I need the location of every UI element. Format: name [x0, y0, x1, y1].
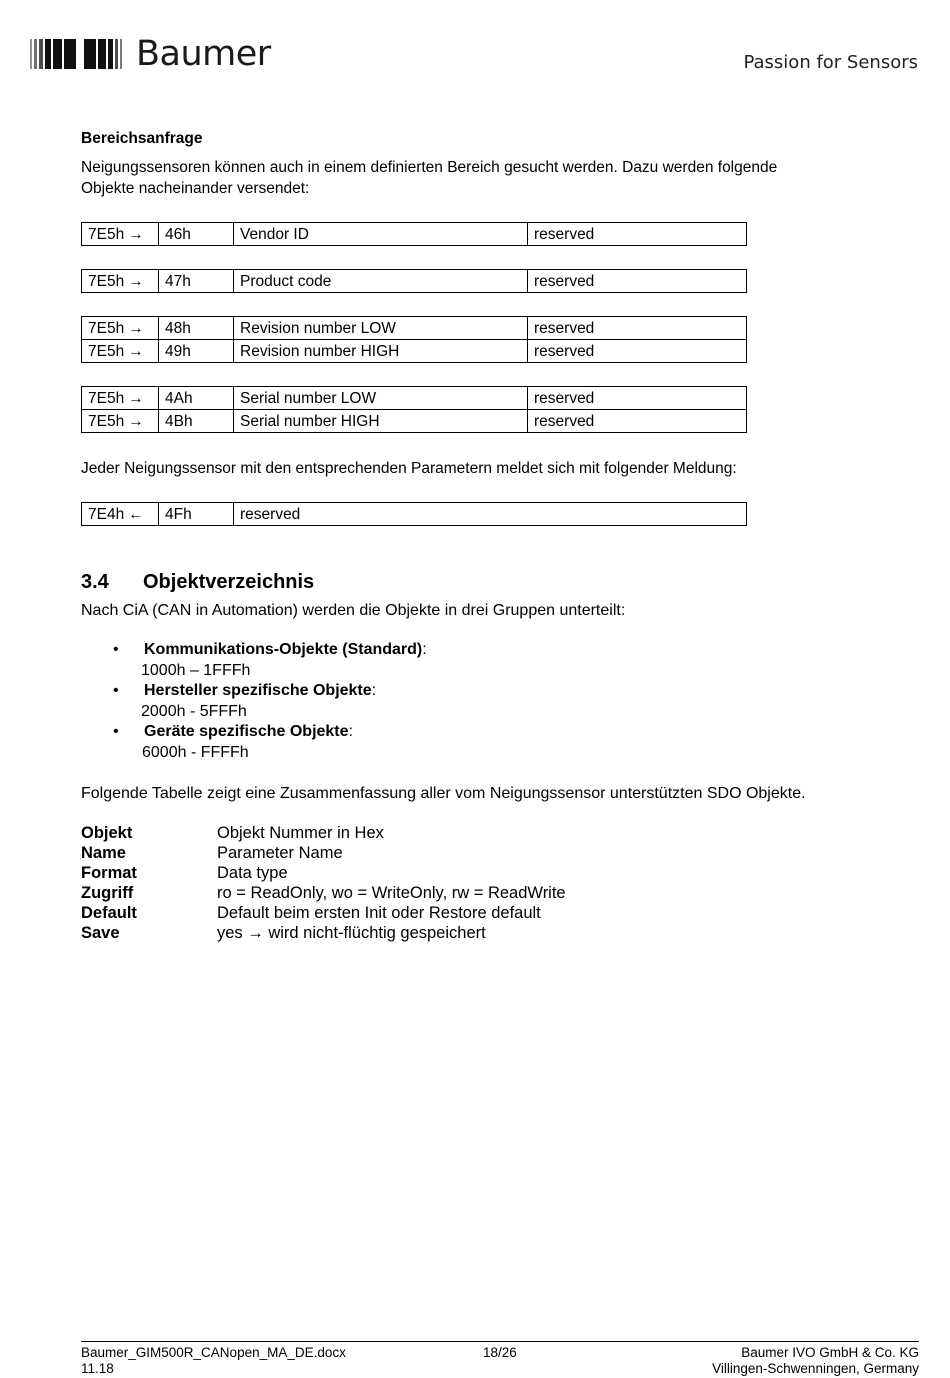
table-row: 7E5h → 49h Revision number HIGH reserved [82, 340, 747, 363]
arrow-right-icon: → [128, 389, 144, 407]
definition-row: Objekt Objekt Nummer in Hex [81, 824, 384, 842]
response-table [81, 502, 747, 526]
arrow-left-icon: ← [128, 505, 144, 523]
definition-row: Save yes → wird nicht-flüchtig gespeichert [81, 924, 486, 942]
table-row: 7E5h → 48h Revision number LOW reserved [82, 317, 747, 340]
table-row: 7E5h → 4Ah Serial number LOW reserved [82, 387, 747, 410]
section-heading-objects [81, 571, 314, 594]
definition-list [81, 823, 566, 943]
table-row: 7E5h → 4Bh Serial number HIGH reserved [82, 410, 747, 433]
arrow-right-icon: → [128, 225, 144, 243]
intro-paragraph: Neigungssensoren können auch in einem definierten Bereich gesucht werden. Dazu werden folgende Objekte nacheinander versendet: [81, 159, 778, 197]
footer-right [712, 1345, 919, 1376]
tagline: Passion for Sensors [743, 52, 918, 73]
section-title: Objektverzeichnis [143, 571, 315, 593]
table-row: 7E5h → 47h Product code reserved [82, 270, 747, 293]
summary-paragraph: Folgende Tabelle zeigt eine Zusammenfassung aller vom Neigungssensor unterstützten SDO Objekte. [81, 785, 806, 802]
serial-table [81, 386, 747, 433]
list-item: • Hersteller spezifische Objekte: 2000h - 5FFFh [113, 682, 377, 720]
section-heading-range: Bereichsanfrage [81, 130, 203, 147]
revision-table [81, 316, 747, 363]
footer-company: Baumer IVO GmbH & Co. KG [741, 1345, 919, 1360]
bullet-icon: • [113, 641, 119, 658]
objects-intro: Nach CiA (CAN in Automation) werden die Objekte in drei Gruppen unterteilt: [81, 602, 626, 619]
bullet-icon: • [113, 723, 119, 740]
company-logo [30, 33, 271, 74]
section-number: 3.4 [81, 571, 109, 593]
arrow-right-icon: → [128, 412, 144, 430]
product-table [81, 269, 747, 293]
definition-row: Format Data type [81, 864, 288, 882]
object-group-list [113, 640, 427, 763]
definition-row: Zugriff ro = ReadOnly, wo = WriteOnly, rw = ReadWrite [81, 884, 566, 902]
arrow-right-icon: → [128, 272, 144, 290]
logo-mark [30, 39, 124, 69]
definition-row: Default Default beim ersten Init oder Restore default [81, 904, 541, 922]
table-row: 7E5h → 46h Vendor ID reserved [82, 223, 747, 246]
footer-filename: Baumer_GIM500R_CANopen_MA_DE.docx [81, 1345, 346, 1360]
footer-location: Villingen-Schwenningen, Germany [712, 1360, 919, 1376]
footer-divider [81, 1341, 919, 1342]
arrow-right-icon: → [128, 319, 144, 337]
table-row: 7E4h ← 4Fh reserved [82, 503, 747, 526]
list-item: • Kommunikations-Objekte (Standard): 1000h – 1FFFh [113, 641, 427, 679]
response-paragraph: Jeder Neigungssensor mit den entsprechenden Parametern meldet sich mit folgender Meldung: [81, 460, 737, 477]
arrow-right-icon: → [128, 342, 144, 360]
footer-version: 11.18 [81, 1360, 114, 1376]
list-item: • Geräte spezifische Objekte: 6000h - FFFFh [113, 723, 353, 761]
page-number: 18/26 [483, 1345, 517, 1360]
brand-name: Baumer [136, 33, 271, 74]
definition-row: Name Parameter Name [81, 844, 343, 862]
vendor-table [81, 222, 747, 246]
bullet-icon: • [113, 682, 119, 699]
footer-left [81, 1345, 346, 1376]
